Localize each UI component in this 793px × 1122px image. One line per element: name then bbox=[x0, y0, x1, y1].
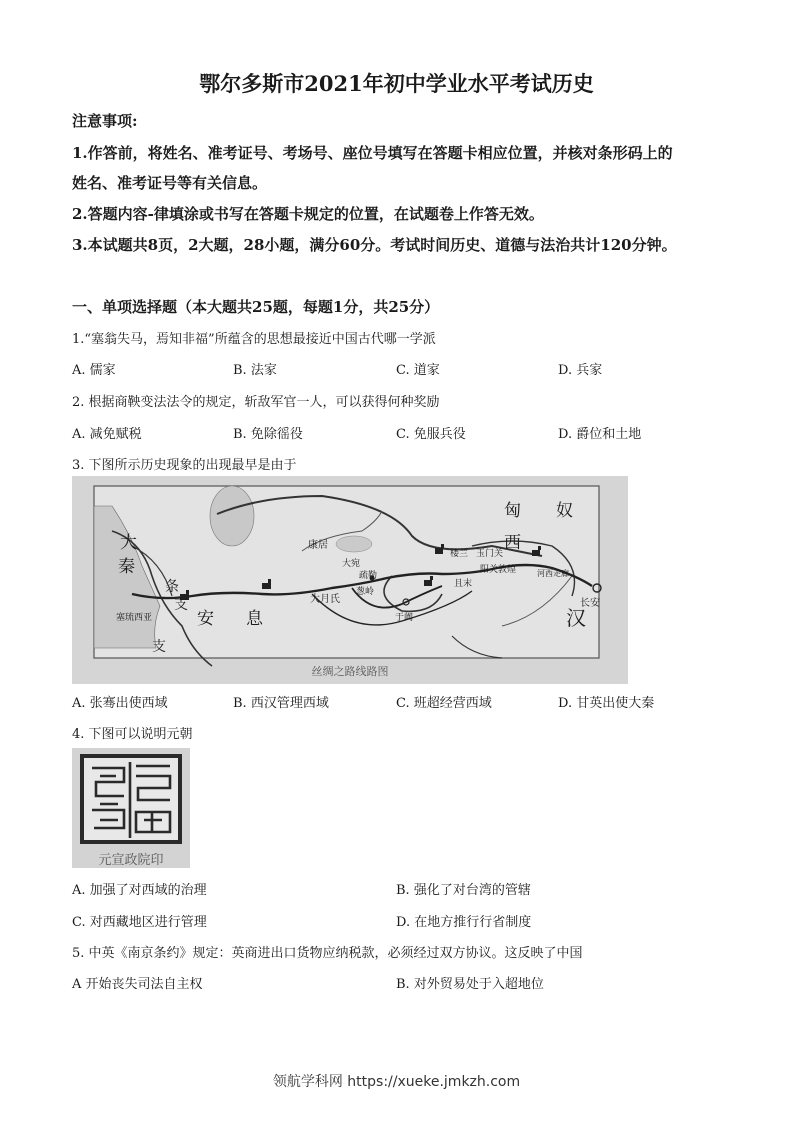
map-label-xi-2: 西 bbox=[504, 533, 521, 553]
map-label-kangju: 康居 bbox=[308, 540, 328, 551]
map-label-tiao: 条 bbox=[165, 579, 179, 595]
map-label-zhi-2: 支 bbox=[152, 639, 166, 655]
question-3-stem: 3. 下图所示历史现象的出现最早是由于 bbox=[72, 458, 297, 473]
map-label-nu: 奴 bbox=[556, 501, 573, 521]
question-1-option-c: C. 道家 bbox=[396, 363, 440, 378]
question-4-option-b: B. 强化了对台湾的管辖 bbox=[396, 883, 531, 898]
section-heading: 一、单项选择题（本大题共25题，每题1分，共25分） bbox=[72, 298, 440, 316]
map-label-zhi-1: 支 bbox=[174, 597, 188, 613]
map-label-changan: 长安 bbox=[580, 598, 600, 609]
map-label-dayuan: 大宛 bbox=[342, 559, 361, 569]
map-label-congling: 葱岭 bbox=[356, 587, 375, 597]
question-4-option-c: C. 对西藏地区进行管理 bbox=[72, 915, 207, 930]
map-label-xi: 息 bbox=[246, 609, 263, 629]
question-2-option-b: B. 免除徭役 bbox=[233, 427, 303, 442]
map-label-dayuezhi: 大月氏 bbox=[310, 594, 340, 605]
footer-watermark: 领航学科网 https://xueke.jmkzh.com bbox=[272, 1074, 521, 1090]
map-label-qiemo: 且末 bbox=[454, 579, 473, 589]
question-4-option-a: A. 加强了对西域的治理 bbox=[72, 883, 207, 898]
question-5-option-b: B. 对外贸易处于入超地位 bbox=[396, 977, 544, 992]
question-4-option-d: D. 在地方推行行省制度 bbox=[396, 915, 532, 930]
seal-drawing bbox=[72, 748, 190, 848]
map-label-shule: 疏勒 bbox=[359, 571, 378, 581]
question-3-option-c: C. 班超经营西域 bbox=[396, 696, 492, 711]
page-title: 鄂尔多斯市2021年初中学业水平考试历史 bbox=[199, 71, 594, 96]
question-1-option-a: A. 儒家 bbox=[72, 363, 116, 378]
seal-caption: 元宣政院印 bbox=[98, 853, 164, 868]
note-item-2: 2.答题内容-律填涂或书写在答题卡规定的位置，在试题卷上作答无效。 bbox=[72, 205, 544, 223]
question-3-option-d: D. 甘英出使大秦 bbox=[558, 696, 655, 711]
note-item-1-line-1: 1.作答前，将姓名、准考证号、考场号、座位号填写在答题卡相应位置，并核对条形码上的 bbox=[72, 144, 673, 162]
note-item-1-line-2: 姓名、准考证号等有关信息。 bbox=[72, 174, 268, 192]
question-1-option-d: D. 兵家 bbox=[558, 363, 603, 378]
map-label-yumenguan: 玉门关 bbox=[476, 549, 504, 559]
question-2-option-c: C. 免服兵役 bbox=[396, 427, 466, 442]
map-label-da: 大 bbox=[120, 533, 137, 553]
question-5-option-a: A 开始丧失司法自主权 bbox=[72, 977, 203, 992]
question-2-option-d: D. 爵位和土地 bbox=[558, 427, 642, 442]
map-label-hexi: 河西走廊 bbox=[537, 569, 569, 578]
question-2-option-a: A. 减免赋税 bbox=[72, 427, 142, 442]
map-label-loulan: 楼兰 bbox=[450, 549, 469, 559]
question-1-option-b: B. 法家 bbox=[233, 363, 277, 378]
question-4-stem: 4. 下图可以说明元朝 bbox=[72, 727, 193, 742]
question-3-option-a: A. 张骞出使西域 bbox=[72, 696, 168, 711]
map-label-yutian: 于阗 bbox=[395, 613, 414, 623]
map-label-yangguan: 阳关 bbox=[480, 565, 499, 575]
map-caption: 丝绸之路线路图 bbox=[311, 665, 389, 678]
map-label-han: 汉 bbox=[566, 606, 586, 630]
question-5-stem: 5. 中英《南京条约》规定：英商进出口货物应纳税款，必须经过双方协议。这反映了中国 bbox=[72, 946, 583, 961]
map-label-qin: 秦 bbox=[118, 557, 135, 577]
question-2-stem: 2. 根据商鞅变法法令的规定，斩敌军官一人，可以获得何种奖励 bbox=[72, 395, 440, 410]
silk-road-map bbox=[72, 476, 628, 684]
notes-heading: 注意事项: bbox=[72, 112, 138, 130]
yuan-seal-image bbox=[72, 748, 190, 868]
question-3-option-b: B. 西汉管理西域 bbox=[233, 696, 329, 711]
question-1-stem: 1.“塞翁失马，焉知非福”所蕴含的思想最接近中国古代哪一学派 bbox=[72, 332, 436, 347]
map-label-xiong: 匈 bbox=[504, 501, 521, 521]
map-label-dunhuang: 敦煌 bbox=[498, 565, 517, 575]
note-item-3: 3.本试题共8页，2大题，28小题，满分60分。考试时间历史、道德与法治共计120分钟。 bbox=[72, 236, 677, 254]
map-label-seleucia: 塞琉西亚 bbox=[116, 613, 153, 623]
map-label-an: 安 bbox=[197, 609, 214, 629]
